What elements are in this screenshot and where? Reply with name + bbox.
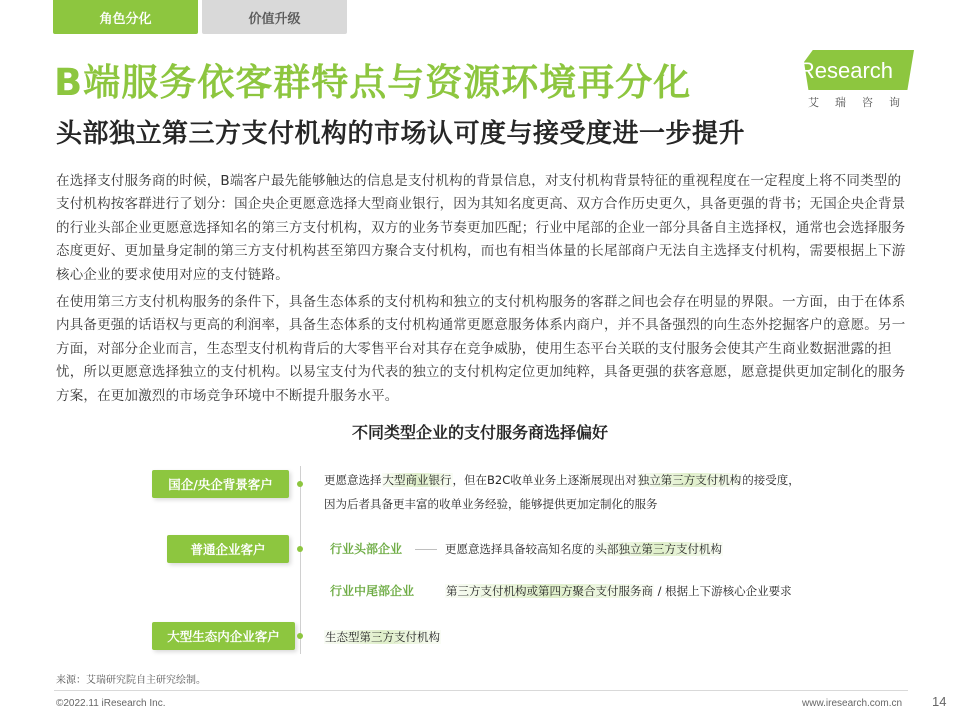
source-note: 来源：艾瑞研究院自主研究绘制。 [56, 675, 206, 686]
tab-value-upgrade[interactable]: 价值升级 [202, 0, 347, 34]
head-enterprise-connector [415, 549, 437, 550]
copyright: ©2022.11 iResearch Inc. [56, 698, 166, 709]
highlight-eco-third-party: 生态型第三方支付机构 [325, 630, 440, 644]
website-link[interactable]: www.iresearch.com.cn [802, 698, 903, 709]
category-soe-customers: 国企/央企背景客户 [152, 470, 289, 498]
category-general-customers: 普通企业客户 [167, 535, 289, 563]
page-title: B端服务依客群特点与资源环境再分化 [54, 61, 692, 104]
logo-text: iResearch [794, 58, 894, 83]
highlight-head-independent: 头部独立第三方支付机构 [595, 542, 722, 556]
logo-subtext: 艾瑞咨询 [808, 96, 916, 109]
connector-dot [297, 481, 303, 487]
tail-enterprise-description: 第三方支付机构或第四方聚合支付服务商 / 根据上下游核心企业要求 [446, 584, 792, 598]
footer-divider [54, 690, 908, 691]
highlight-large-commercial-bank: 大型商业银行 [382, 473, 452, 487]
soe-description-line-1: 更愿意选择大型商业银行，但在B2C收单业务上逐渐展现出对独立第三方支付机构的接受度， [324, 473, 800, 487]
category-ecosystem-customers: 大型生态内企业客户 [152, 622, 295, 650]
eco-description [324, 626, 441, 648]
page-number: 14 [932, 694, 947, 709]
head-enterprise-label: 行业头部企业 [330, 542, 403, 556]
head-enterprise-description: 更愿意选择具备较高知名度的头部独立第三方支付机构 [445, 542, 722, 556]
page-subtitle: 头部独立第三方支付机构的市场认可度与接受度进一步提升 [56, 119, 746, 149]
highlight-independent-third-party: 独立第三方支付机构 [637, 473, 742, 487]
connector-dot [297, 633, 303, 639]
soe-description-line-2: 因为后者具备更丰富的收单业务经验，能够提供更加定制化的服务 [324, 497, 658, 511]
tab-role-differentiation[interactable]: 角色分化 [53, 0, 198, 34]
iresearch-logo [790, 50, 915, 110]
highlight-third-fourth-party: 第三方支付机构或第四方聚合支付服务商 [446, 584, 653, 598]
connector-dot [297, 546, 303, 552]
tail-enterprise-label: 行业中尾部企业 [330, 584, 415, 598]
diagram-title: 不同类型企业的支付服务商选择偏好 [351, 423, 608, 442]
body-paragraph-2: 在使用第三方支付机构服务的条件下，具备生态体系的支付机构和独立的支付机构服务的客群之间也会存在明显的界限。一方面，由于在体系内具备更强的话语权与更高的利润率，具备生态体系的支付机构通常更愿意服务体系内商户，并不具备强烈的向生态外挖掘客户的意愿。另一方面，对部分企业而言，生态型支付机构背后的大零售平台对其存在竞争威胁，使用生态平台关联的支付服务会使其产生商业数据泄露的担忧，所以更愿意选择独立的支付机构。以易宝支付为代表的独立的支付机构定位更加纯粹，具备更强的获客意愿，愿意提供更加定制化的服务方案，在更加激烈的市场竞争环境中不断提升服务水平。 [56, 294, 906, 404]
body-paragraph-1: 在选择支付服务商的时候，B端客户最先能够触达的信息是支付机构的背景信息，对支付机构背景特征的重视程度在一定程度上将不同类型的支付机构按客群进行了划分：国企央企更愿意选择大型商业银行，因为其知名度更高、双方合作历史更久，具备更强的背书；无国企央企背景的行业头部企业更愿意选择知名的第三方支付机构，双方的业务节奏更加匹配；行业中尾部的企业一部分具备自主选择权，通常也会选择服务态度更好、更加量身定制的第三方支付机构甚至第四方聚合支付机构，而也有相当体量的长尾部商户无法自主选择支付机构，需要根据上下游核心企业的要求使用对应的支付链路。 [56, 173, 906, 283]
diagram-connector-line [300, 466, 301, 654]
